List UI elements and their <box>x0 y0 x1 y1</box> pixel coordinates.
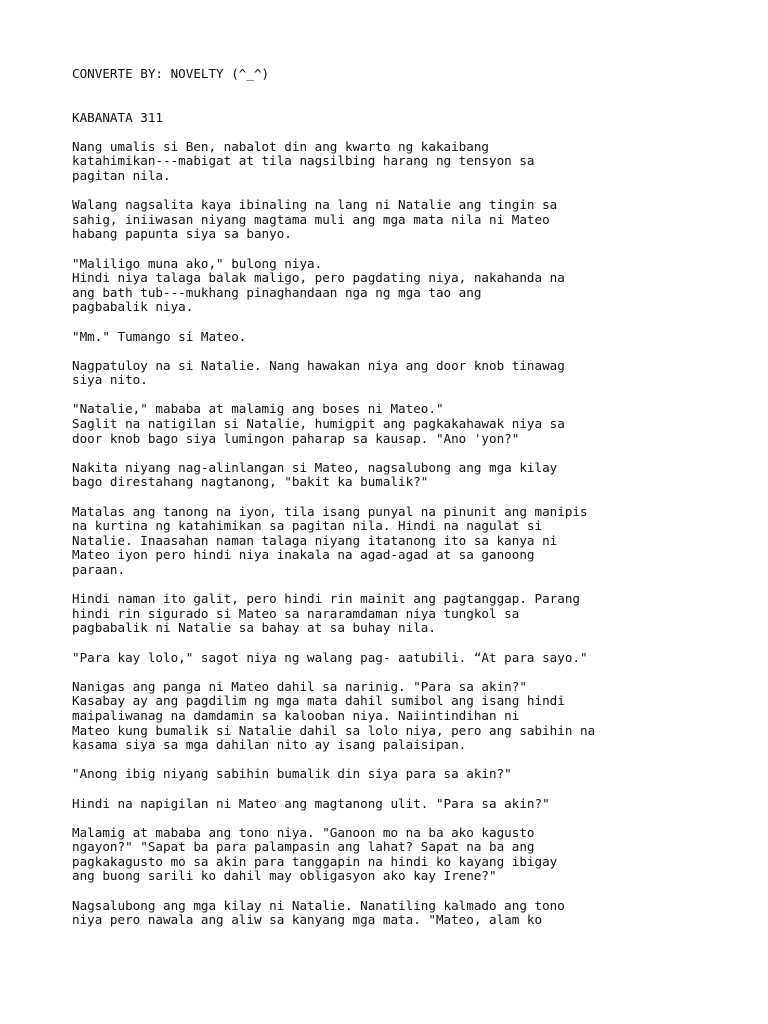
paragraph-spacer <box>72 884 712 899</box>
paragraph-spacer <box>72 490 712 505</box>
paragraph: "Mm." Tumango si Mateo. <box>72 328 247 344</box>
paragraph-spacer <box>72 753 712 768</box>
converter-line: CONVERTE BY: NOVELTY (^_^) <box>72 66 270 81</box>
title-spacer <box>72 125 712 140</box>
paragraph: "Maliligo muna ako," bulong niya. Hindi niya talaga balak maligo, pero pagdating niya, nakahanda na ang bath tub---mukhang pinaghandaan nga ng mga tao ang pagbabalik niya. <box>72 255 565 315</box>
paragraph: Hindi naman ito galit, pero hindi rin mainit ang pagtanggap. Parang hindi rin sigurado si Mateo sa nararamdaman niya tungkol sa pagbabalik ni Natalie sa bahay at sa buhay nila. <box>72 591 580 636</box>
paragraph: Nagpatuloy na si Natalie. Nang hawakan niya ang door knob tinawag siya nito. <box>72 357 565 388</box>
paragraph-spacer <box>72 578 712 593</box>
paragraph: "Natalie," mababa at malamig ang boses ni Mateo." Saglit na natigilan si Natalie, humigpit ang pagkakahawak niya sa door knob bago siya lumingon paharap sa kausap. "Ano 'yon?" <box>72 401 565 446</box>
paragraph-spacer <box>72 446 712 461</box>
paragraph: Malamig at mababa ang tono niya. "Ganoon mo na ba ako kagusto ngayon?" "Sapat ba para palampasin ang lahat? Sapat na ba ang pagkakagusto mo sa akin para tanggapin na hindi ko kayang ibigay ang buong sarili ko dahil may obligasyon ako kay Irene?" <box>72 824 558 884</box>
paragraph-spacer <box>72 242 712 257</box>
paragraph: Nang umalis si Ben, nabalot din ang kwarto ng kakaibang katahimikan---mabigat at tila nagsilbing harang ng tensyon sa pagitan nila. <box>72 138 535 183</box>
paragraph-spacer <box>72 665 712 680</box>
chapter-title: KABANATA 311 <box>72 109 163 125</box>
paragraph: Nagsalubong ang mga kilay ni Natalie. Nanatiling kalmado ang tono niya pero nawala ang aliw sa kanyang mga mata. "Mateo, alam ko <box>72 897 565 928</box>
paragraph-spacer <box>72 315 712 330</box>
paragraph-spacer <box>72 636 712 651</box>
paragraph-spacer <box>72 811 712 826</box>
paragraph-spacer <box>72 388 712 403</box>
paragraph: Matalas ang tanong na iyon, tila isang punyal na pinunit ang manipis na kurtina ng katahimikan sa pagitan nila. Hindi na nagulat si Natalie. Inaasahan naman talaga niyang itatanong ito sa kanya ni Mateo iyon pero hindi niya inakala na agad-agad at sa ganoong paraan. <box>72 503 588 577</box>
header-spacer <box>72 82 712 111</box>
paragraph-spacer <box>72 184 712 199</box>
paragraph-spacer <box>72 782 712 797</box>
paragraph: "Anong ibig niyang sabihin bumalik din siya para sa akin?" <box>72 766 512 782</box>
paragraph: Nakita niyang nag-alinlangan si Mateo, nagsalubong ang mga kilay bago direstahang nagtanong, "bakit ka bumalik?" <box>72 459 558 490</box>
paragraph: Nanigas ang panga ni Mateo dahil sa narinig. "Para sa akin?" Kasabay ay ang pagdilim ng mga mata dahil sumibol ang isang hindi maipaliwanag na damdamin sa kalooban niya. Naiintindihan ni Mateo kung bumalik si Natalie dahil sa lolo niya, pero ang sabihin na kasama siya sa mga dahilan nito ay isang palaisipan. <box>72 678 596 753</box>
paragraph: Walang nagsalita kaya ibinaling na lang ni Natalie ang tingin sa sahig, iniiwasan niyang magtama muli ang mga mata nila ni Mateo habang papunta siya sa banyo. <box>72 197 558 242</box>
paragraph: "Para kay lolo," sagot niya ng walang pag- aatubili. “At para sayo." <box>72 649 588 665</box>
document-body <box>72 67 712 928</box>
paragraph: Hindi na napigilan ni Mateo ang magtanong ulit. "Para sa akin?" <box>72 795 550 811</box>
paragraph-list <box>72 140 712 928</box>
paragraph-spacer <box>72 344 712 359</box>
